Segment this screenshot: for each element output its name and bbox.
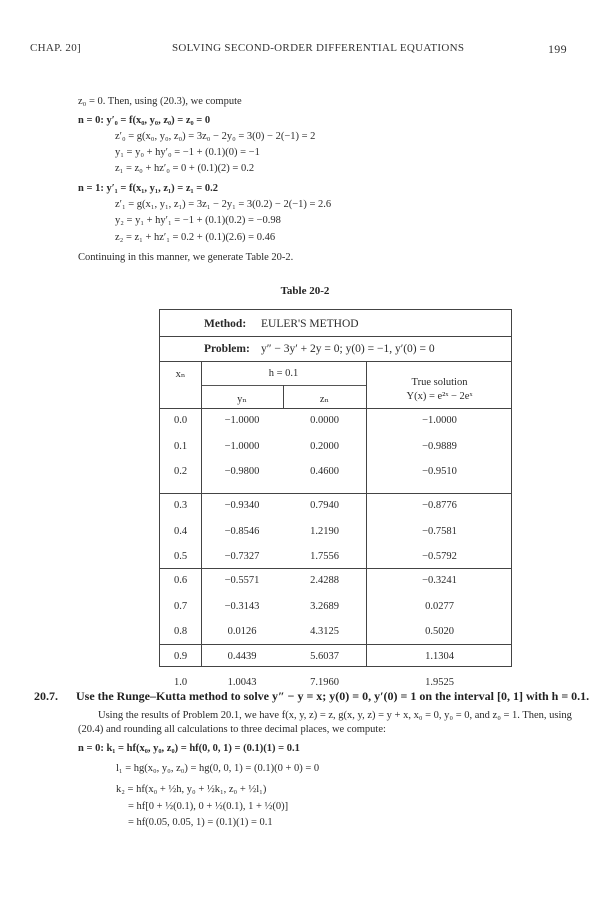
table-cell: −0.5571 xyxy=(224,575,260,586)
table-cell: 7.1960 xyxy=(310,676,339,688)
intro-line: z′₀ = g(x₀, y₀, z₀) = 3z₀ − 2y₀ = 3(0) − 2(−1) = 2 xyxy=(115,131,316,142)
table-cell: 0.6 xyxy=(173,575,188,586)
problem-label: Problem: xyxy=(204,343,250,355)
table-cell: −0.9889 xyxy=(422,440,457,452)
intro-line: z₁ = z₀ + hz′₀ = 0 + (0.1)(2) = 0.2 xyxy=(115,163,255,174)
problem-value: y″ − 3y′ + 2y = 0; y(0) = −1, y′(0) = 0 xyxy=(261,343,435,355)
rk-step: l₁ = hg(x₀, y₀, z₀) = hg(0, 0, 1) = (0.1)(0 + 0) = 0 xyxy=(116,763,320,774)
table-cell: −0.3143 xyxy=(224,600,260,612)
method-label: Method: xyxy=(204,318,247,330)
table-cell: 5.6037 xyxy=(310,651,339,662)
table-cell: −0.7581 xyxy=(422,525,457,537)
running-header-chapter: CHAP. 20] xyxy=(30,42,81,54)
table-cell: −1.0000 xyxy=(224,415,260,426)
col-header-z: zₙ xyxy=(319,394,330,405)
table-cell: 4.3125 xyxy=(310,626,339,637)
table-cell: 0.7940 xyxy=(310,500,339,511)
table-cell: 0.7 xyxy=(173,600,188,612)
table-cell: −0.8776 xyxy=(422,500,457,511)
problem-intro: (20.4) and rounding all calculations to three decimal places, we compute: xyxy=(78,724,386,735)
column-divider xyxy=(201,361,202,666)
table-cell: −0.9340 xyxy=(224,500,260,511)
intro-line: y₂ = y₁ + hy′₁ = −1 + (0.1)(0.2) = −0.98 xyxy=(115,215,281,226)
intro-line: n = 1: y′₁ = f(x₁, y₁, z₁) = z₁ = 0.2 xyxy=(78,183,219,194)
table-divider xyxy=(160,644,511,645)
column-divider xyxy=(283,385,284,408)
table-cell: 0.8 xyxy=(173,626,188,637)
table-cell: −0.7327 xyxy=(224,551,260,562)
table-cell: −1.0000 xyxy=(422,415,457,426)
table-cell: 0.2000 xyxy=(310,440,339,452)
rk-step: n = 0: k₁ = hf(x₀, y₀, z₀) = hf(0, 0, 1) = (0.1)(1) = 0.1 xyxy=(78,743,300,754)
table-cell: 0.5020 xyxy=(425,626,454,637)
col-header-true-solution: True solution xyxy=(411,377,468,388)
running-header-title: SOLVING SECOND-ORDER DIFFERENTIAL EQUATIONS xyxy=(172,42,465,54)
intro-line: z′₁ = g(x₁, y₁, z₁) = 3z₁ − 2y₁ = 3(0.2) − 2(−1) = 2.6 xyxy=(115,199,332,210)
intro-line: Continuing in this manner, we generate Table 20-2. xyxy=(78,252,294,263)
table-cell: 0.4439 xyxy=(227,651,257,662)
table-cell: 0.0277 xyxy=(425,600,454,612)
table-cell: 1.9525 xyxy=(425,676,454,688)
table-divider xyxy=(160,493,511,494)
table-cell: −0.9510 xyxy=(422,466,457,477)
table-cell: 0.2 xyxy=(173,466,188,477)
table-cell: 0.1 xyxy=(173,440,188,452)
table-cell: −0.9800 xyxy=(224,466,260,477)
table-cell: 0.3 xyxy=(173,500,188,511)
table-cell: −0.8546 xyxy=(224,525,260,537)
table-cell: 0.0 xyxy=(173,415,188,426)
problem-statement: Use the Runge–Kutta method to solve y″ − y = x; y(0) = 0, y′(0) = 1 on the interval [0, 1] with h = 0.1. xyxy=(76,689,590,703)
table-cell: −0.5792 xyxy=(422,551,457,562)
col-header-y: yₙ xyxy=(237,394,247,405)
rk-step: = hf[0 + ½(0.1), 0 + ½(0.1), 1 + ½(0)] xyxy=(128,801,289,812)
table-cell: 0.4600 xyxy=(310,466,339,477)
euler-results-table xyxy=(159,309,512,688)
col-header-true-formula: Y(x) = e²ˣ − 2eˣ xyxy=(406,391,473,402)
table-cell: 0.0126 xyxy=(227,626,257,637)
table-divider xyxy=(160,361,511,362)
table-cell: 1.0 xyxy=(173,676,188,688)
column-divider xyxy=(366,361,367,666)
table-cell: 1.7556 xyxy=(310,551,339,562)
problem-intro: Using the results of Problem 20.1, we have f(x, y, z) = z, g(x, y, z) = y + x, x₀ = 0, y₀ = 0, and z₀ = 1. Then, using xyxy=(98,710,572,721)
page-number: 199 xyxy=(548,42,567,56)
problem-number: 20.7. xyxy=(34,689,58,703)
table-caption: Table 20-2 xyxy=(280,285,330,297)
table-cell: 1.2190 xyxy=(310,525,339,537)
table-cell: −0.3241 xyxy=(422,575,457,586)
table-cell: 2.4288 xyxy=(310,575,339,586)
intro-line: z₀ = 0. Then, using (20.3), we compute xyxy=(78,96,242,107)
table-divider xyxy=(160,408,511,409)
table-cell: 1.1304 xyxy=(425,651,454,662)
col-header-h: h = 0.1 xyxy=(268,368,299,379)
table-cell: −1.0000 xyxy=(224,440,260,452)
intro-line: z₂ = z₁ + hz′₁ = 0.2 + (0.1)(2.6) = 0.46 xyxy=(115,232,276,243)
table-cell: 0.0000 xyxy=(310,415,339,426)
intro-line: n = 0: y′₀ = f(x₀, y₀, z₀) = z₀ = 0 xyxy=(78,115,211,126)
table-divider xyxy=(160,568,511,569)
method-value: EULER'S METHOD xyxy=(261,318,359,330)
table-cell: 1.0043 xyxy=(227,676,257,688)
col-header-x: xₙ xyxy=(175,369,186,380)
intro-line: y₁ = y₀ + hy′₀ = −1 + (0.1)(0) = −1 xyxy=(115,147,260,158)
table-cell: 0.4 xyxy=(173,525,188,537)
rk-step: k₂ = hf(x₀ + ½h, y₀ + ½k₁, z₀ + ½l₁) xyxy=(116,784,267,795)
rk-step: = hf(0.05, 0.05, 1) = (0.1)(1) = 0.1 xyxy=(128,817,273,828)
table-divider xyxy=(160,336,511,337)
table-cell: 0.9 xyxy=(173,651,188,662)
table-cell: 3.2689 xyxy=(310,600,339,612)
table-cell: 0.5 xyxy=(173,551,188,562)
